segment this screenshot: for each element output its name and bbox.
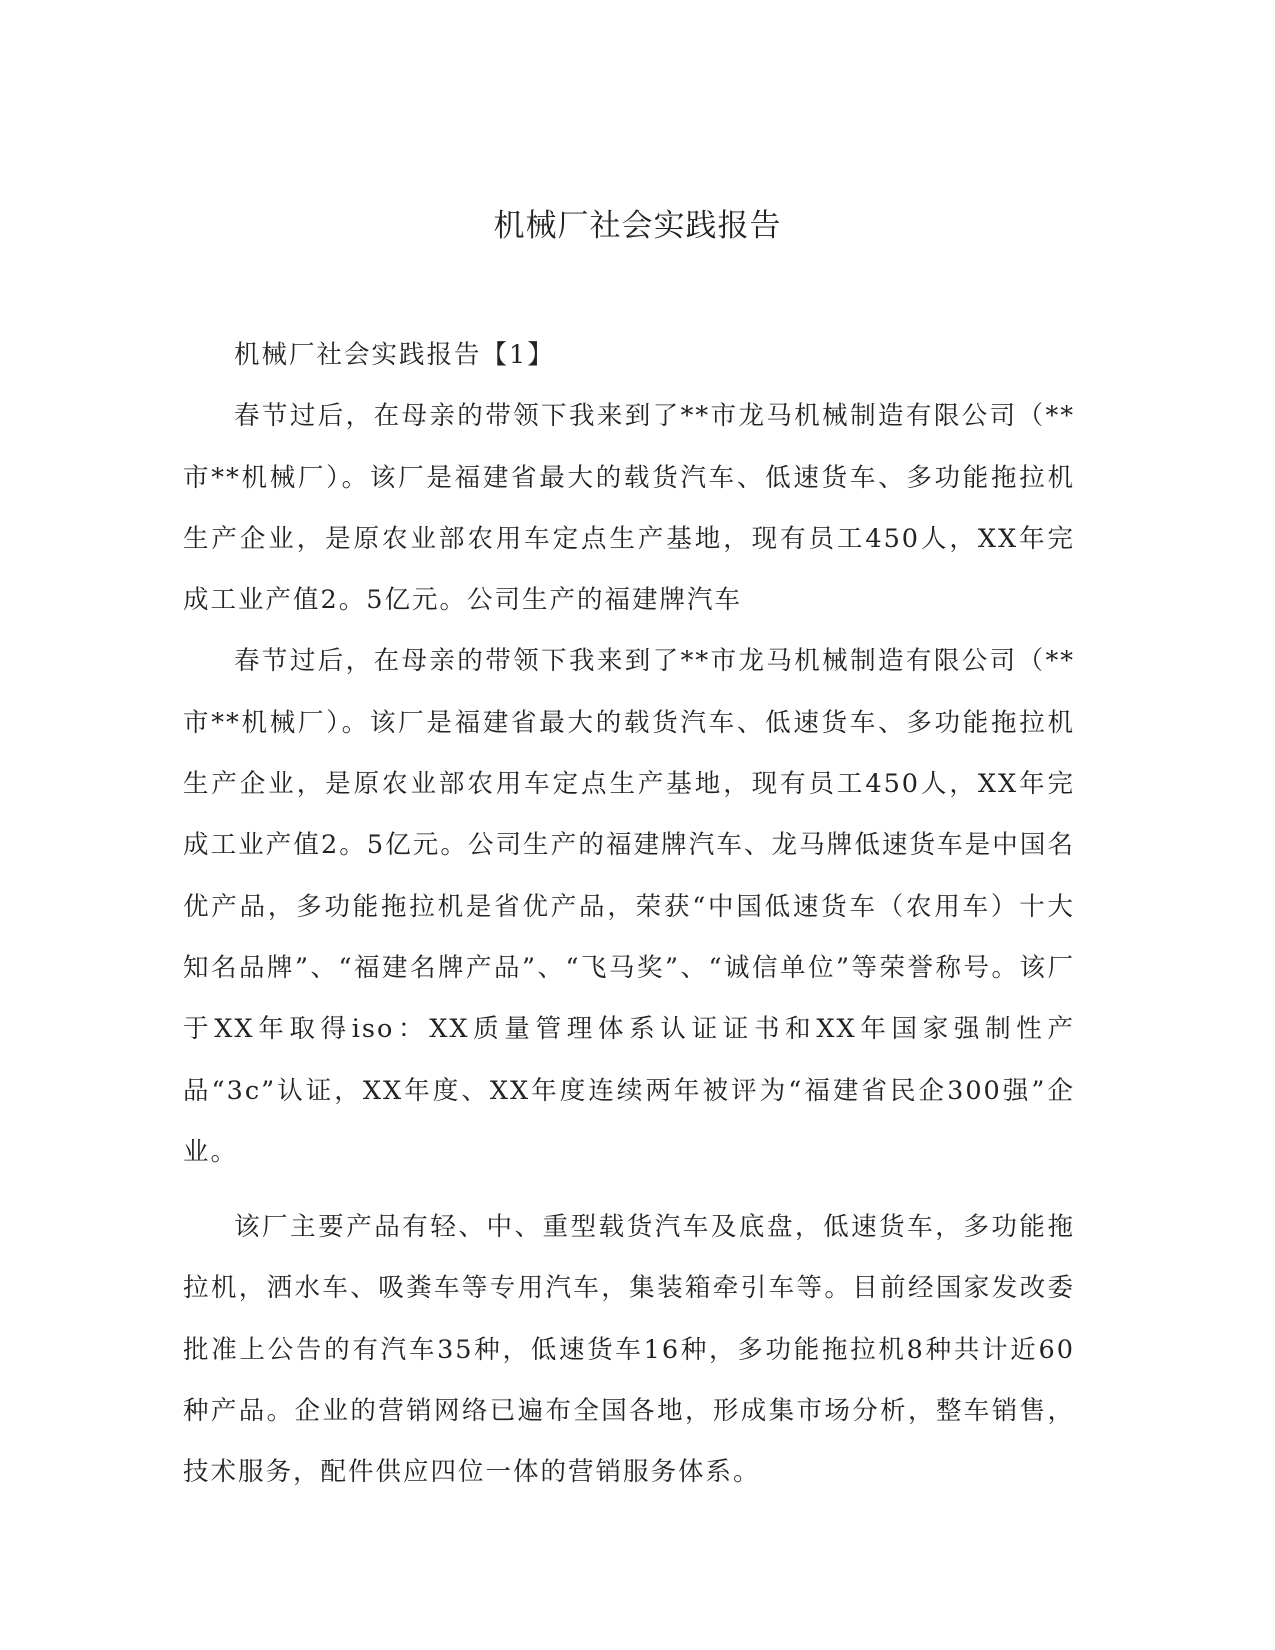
- section-heading: 机械厂社会实践报告【1】: [234, 340, 555, 370]
- paragraph-intro-excerpt: 春节过后，在母亲的带领下我来到了**市龙马机械制造有限公司（**市**机械厂）。该厂是福建省最大的载货汽车、低速货车、多功能拖拉机生产企业，是原农业部农用车定点生产基地，现有员工450人，XX年完成工业产值2。5亿元。公司生产的福建牌汽车: [183, 401, 1075, 616]
- document-body: [183, 325, 1075, 1504]
- paragraph-company-overview: 春节过后，在母亲的带领下我来到了**市龙马机械制造有限公司（**市**机械厂）。该厂是福建省最大的载货汽车、低速货车、多功能拖拉机生产企业，是原农业部农用车定点生产基地，现有员工450人，XX年完成工业产值2。5亿元。公司生产的福建牌汽车、龙马牌低速货车是中国名优产品，多功能拖拉机是省优产品，荣获“中国低速货车（农用车）十大知名品牌”、“福建名牌产品”、“飞马奖”、“诚信单位”等荣誉称号。该厂于XX年取得iso：XX质量管理体系认证证书和XX年国家强制性产品“3c”认证，XX年度、XX年度连续两年被评为“福建省民企300强”企业。: [183, 646, 1075, 1167]
- paragraph-main-products: 该厂主要产品有轻、中、重型载货汽车及底盘，低速货车，多功能拖拉机，洒水车、吸粪车等专用汽车，集装箱牵引车等。目前经国家发改委批准上公告的有汽车35种，低速货车16种，多功能拖拉机8种共计近60种产品。企业的营销网络已遍布全国各地，形成集市场分析，整车销售，技术服务，配件供应四位一体的营销服务体系。: [183, 1212, 1075, 1488]
- document-title: 机械厂社会实践报告: [493, 208, 782, 244]
